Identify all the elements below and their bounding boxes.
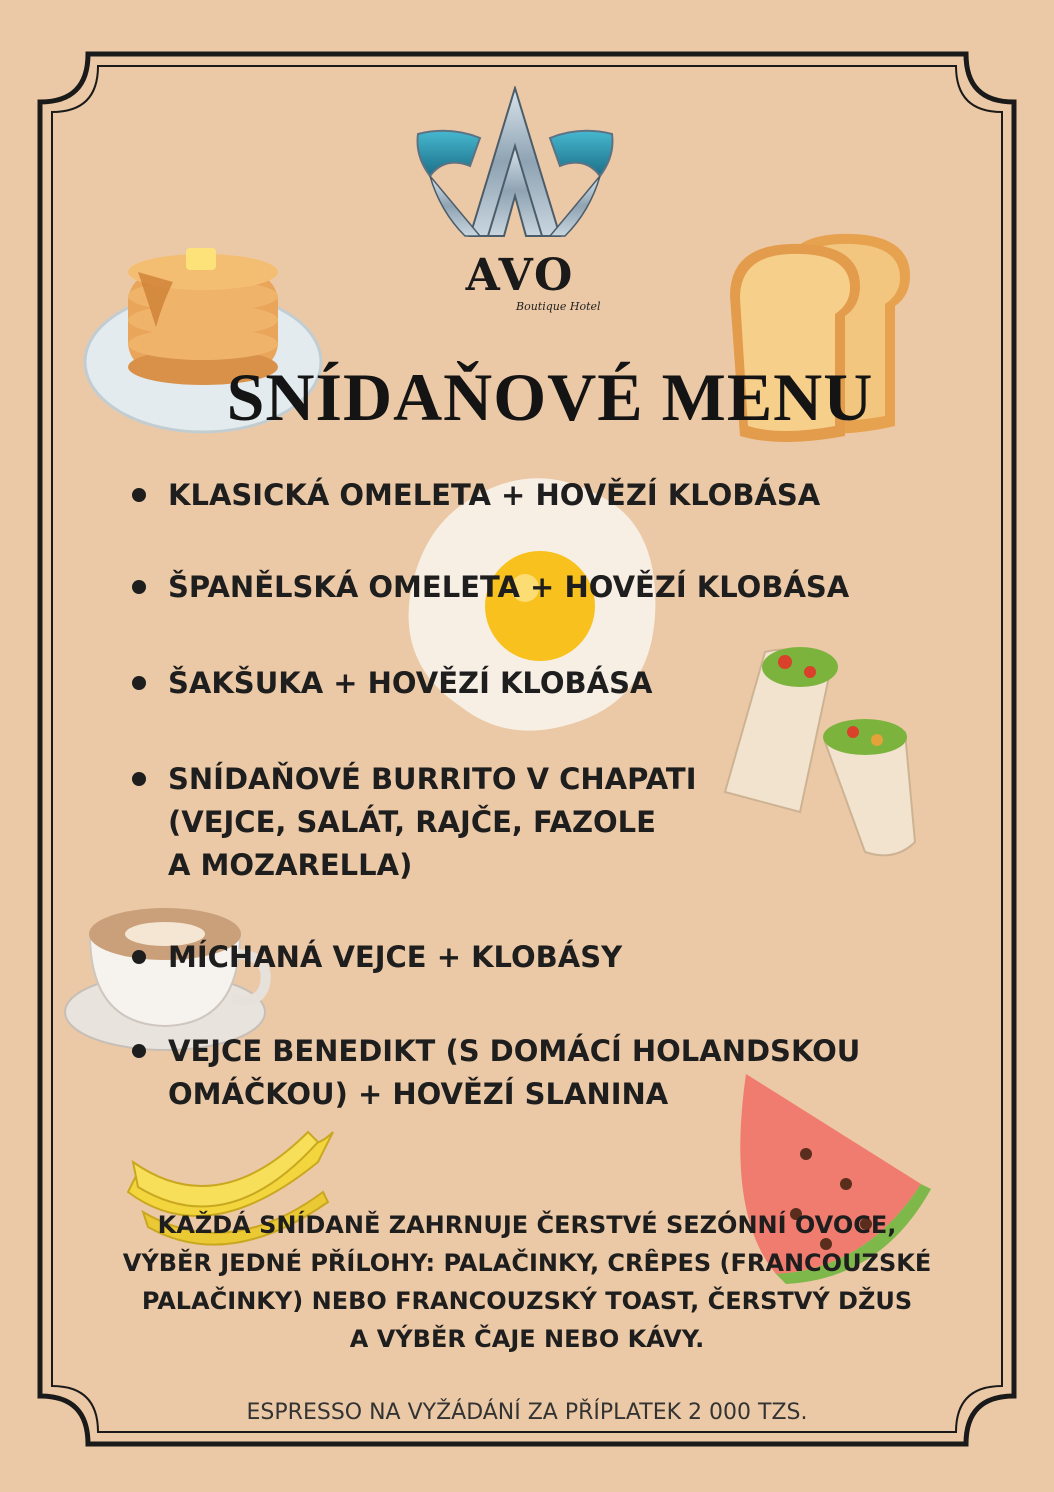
menu-item (128, 474, 820, 517)
bullet-icon (132, 772, 146, 786)
bullet-icon (132, 1044, 146, 1058)
bullet-icon (132, 950, 146, 964)
menu-item-line: ŠPANĚLSKÁ OMELETA + HOVĚZÍ KLOBÁSA (168, 570, 850, 604)
note-line: KAŽDÁ SNÍDANĚ ZAHRNUJE ČERSTVÉ SEZÓNNÍ OVOCE, (157, 1211, 897, 1239)
menu-item (128, 758, 697, 887)
menu-item-line: VEJCE BENEDIKT (S DOMÁCÍ HOLANDSKOU (168, 1034, 861, 1068)
menu-item (128, 662, 652, 705)
menu-item-line: A MOZARELLA) (168, 848, 413, 882)
note-line: A VÝBĚR ČAJE NEBO KÁVY. (349, 1325, 705, 1353)
note-line: PALAČINKY) NEBO FRANCOUZSKÝ TOAST, ČERSTVÝ DŽUS (141, 1287, 913, 1315)
bullet-icon (132, 488, 146, 502)
menu-item (128, 566, 849, 609)
menu-item-line: SNÍDAŇOVÉ BURRITO V CHAPATI (168, 762, 697, 796)
menu-item-line: OMÁČKOU) + HOVĚZÍ SLANINA (168, 1077, 669, 1111)
bullet-icon (132, 580, 146, 594)
menu-item-line: (VEJCE, SALÁT, RAJČE, FAZOLE (168, 805, 656, 839)
brand-subtitle: Boutique Hotel (516, 300, 601, 313)
menu-title: SNÍDAŇOVÉ MENU (226, 359, 874, 435)
burrito-icon (705, 632, 930, 872)
included-items-note (80, 1206, 974, 1358)
menu-item (128, 936, 622, 979)
menu-item-line: KLASICKÁ OMELETA + HOVĚZÍ KLOBÁSA (168, 478, 821, 512)
menu-item (128, 1030, 860, 1116)
espresso-note: ESPRESSO NA VYŽÁDÁNÍ ZA PŘÍPLATEK 2 000 TZS. (246, 1400, 808, 1425)
note-line: VÝBĚR JEDNÉ PŘÍLOHY: PALAČINKY, CRÊPES (FRANCOUZSKÉ (122, 1249, 932, 1277)
menu-item-line: ŠAKŠUKA + HOVĚZÍ KLOBÁSA (168, 666, 653, 700)
menu-item-line: MÍCHANÁ VEJCE + KLOBÁSY (168, 940, 623, 974)
brand-name: AVO (465, 250, 575, 301)
bullet-icon (132, 676, 146, 690)
